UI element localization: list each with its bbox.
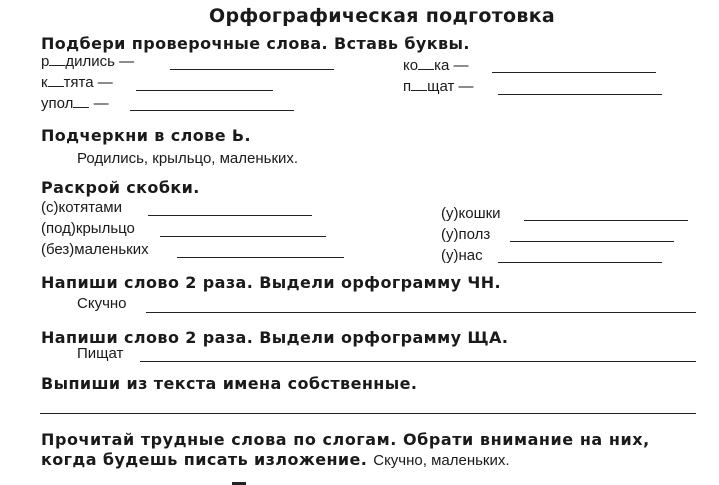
- answer-line[interactable]: [136, 90, 273, 91]
- word-prefix: п: [403, 78, 412, 95]
- word-prefix: к: [41, 74, 48, 91]
- answer-line[interactable]: [492, 72, 656, 73]
- letter-blank[interactable]: [73, 95, 89, 108]
- task7-words: Скучно, маленьких.: [373, 452, 510, 469]
- task3-heading: Раскрой скобки.: [41, 178, 200, 197]
- answer-line[interactable]: [140, 361, 696, 362]
- answer-line[interactable]: [498, 262, 662, 263]
- task1-item-1: [41, 53, 134, 70]
- task2-text: Родились, крыльцо, маленьких.: [77, 150, 299, 167]
- dash: —: [119, 53, 135, 70]
- letter-blank[interactable]: [48, 74, 64, 87]
- dash: —: [97, 74, 113, 91]
- task7-instruction: когда будешь писать изложение.: [41, 450, 368, 469]
- answer-line[interactable]: [498, 94, 662, 95]
- word-suffix: тята: [63, 74, 94, 91]
- task1-item-2: [41, 74, 113, 91]
- task3-item-3: (без)маленьких: [41, 241, 149, 258]
- word-prefix: упол: [41, 95, 74, 112]
- letter-blank[interactable]: [418, 57, 434, 70]
- task7-line1: Прочитай трудные слова по слогам. Обрати внимание на них,: [41, 430, 650, 449]
- task5-word: Пищат: [77, 345, 124, 362]
- dash: —: [453, 57, 469, 74]
- answer-line[interactable]: [40, 413, 696, 414]
- answer-line[interactable]: [148, 215, 312, 216]
- task3-item-2: (под)крыльцо: [41, 220, 135, 237]
- task2-heading: Подчеркни в слове Ь.: [41, 126, 251, 145]
- task1-item-5: [403, 78, 474, 95]
- word-suffix: щат: [427, 78, 455, 95]
- answer-line[interactable]: [160, 236, 326, 237]
- answer-line[interactable]: [130, 110, 294, 111]
- word-suffix: ка: [434, 57, 450, 74]
- task4-word: Скучно: [77, 295, 127, 312]
- answer-line[interactable]: [177, 257, 344, 258]
- answer-line[interactable]: [510, 241, 674, 242]
- word-suffix: дились: [65, 53, 115, 70]
- task6-heading: Выпиши из текста имена собственные.: [41, 374, 418, 393]
- answer-line[interactable]: [170, 69, 334, 70]
- letter-blank[interactable]: [411, 78, 427, 91]
- task7-line2: [41, 450, 510, 469]
- task3-item-5: (у)полз: [441, 226, 491, 243]
- task4-heading: Напиши слово 2 раза. Выдели орфограмму ЧН.: [41, 273, 502, 292]
- task1-heading: Подбери проверочные слова. Вставь буквы.: [41, 34, 470, 53]
- answer-line[interactable]: [524, 220, 688, 221]
- dash: —: [93, 95, 109, 112]
- word-prefix: ко: [403, 57, 419, 74]
- task1-item-3: [41, 95, 109, 112]
- word-prefix: р: [41, 53, 50, 70]
- task5-heading: Напиши слово 2 раза. Выдели орфограмму ЩА.: [41, 328, 509, 347]
- answer-line[interactable]: [146, 312, 696, 313]
- dash: —: [458, 78, 474, 95]
- task3-item-6: (у)нас: [441, 247, 483, 264]
- task3-item-4: (у)кошки: [441, 205, 501, 222]
- task3-item-1: (с)котятами: [41, 199, 122, 216]
- page-title: Орфографическая подготовка: [209, 5, 556, 27]
- letter-blank[interactable]: [49, 53, 65, 66]
- task1-item-4: [403, 57, 468, 74]
